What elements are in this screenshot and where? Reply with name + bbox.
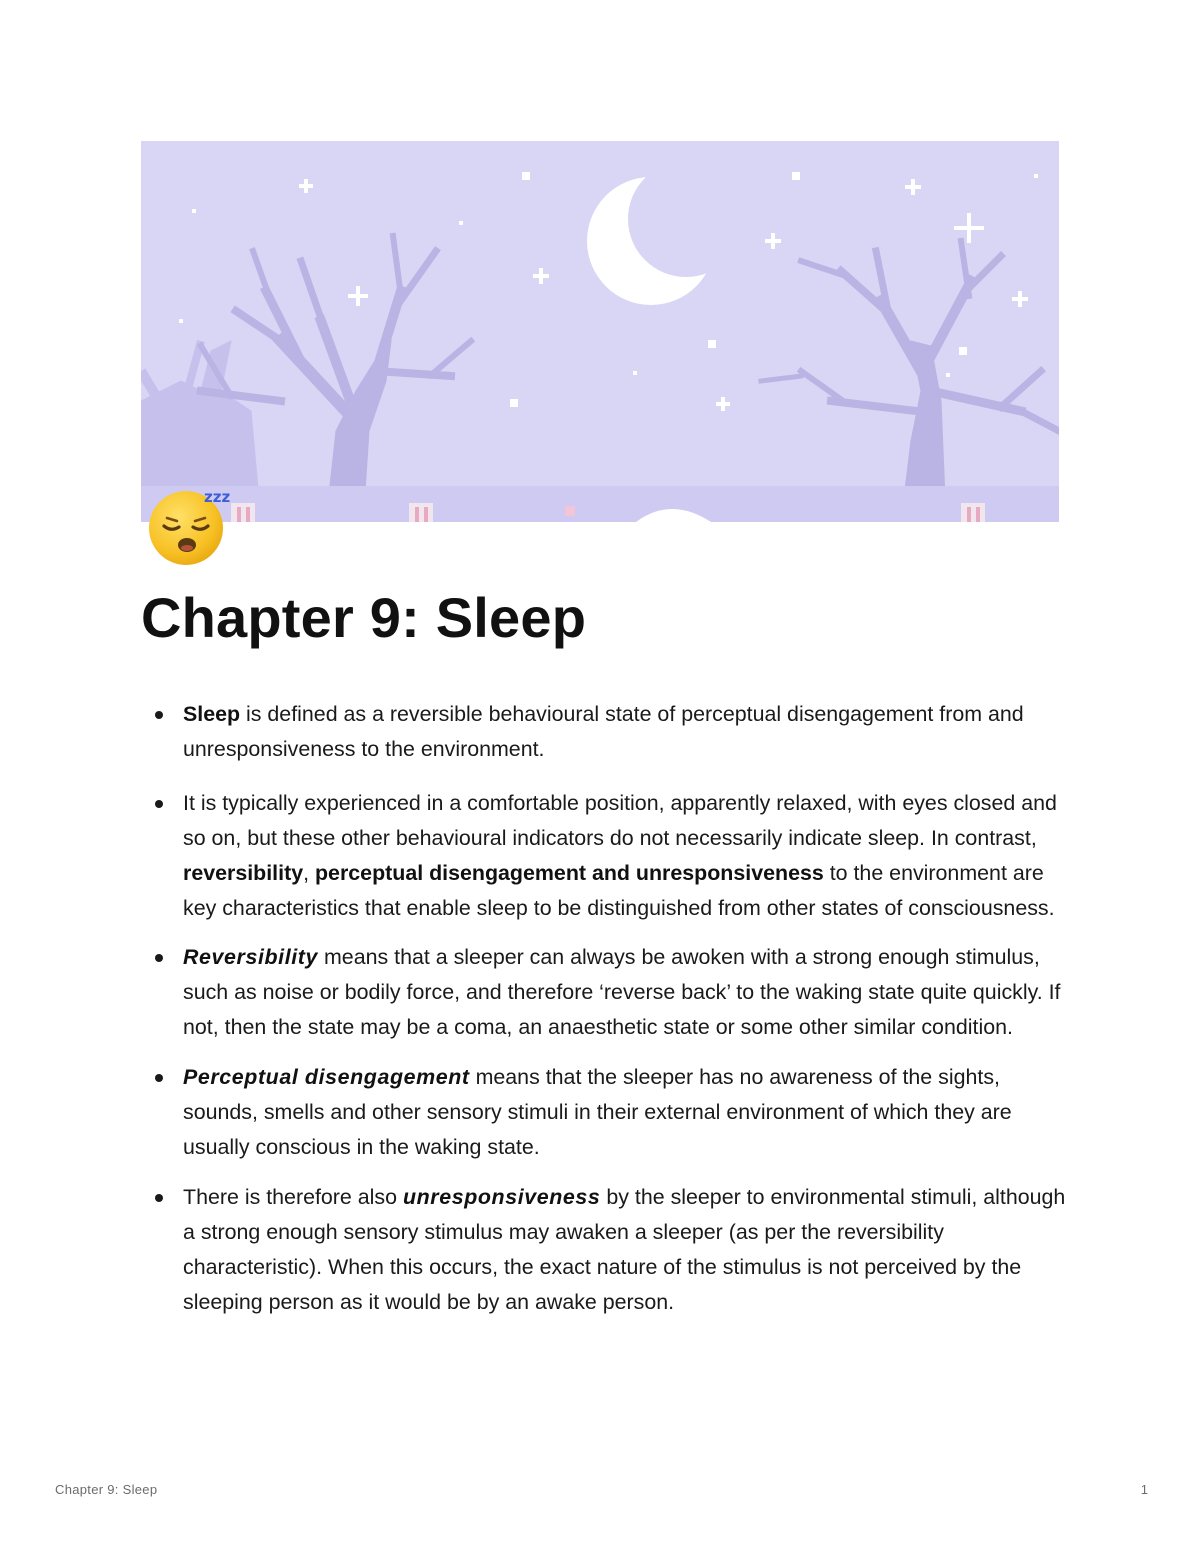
- list-item: Perceptual disengagement means that the sleeper has no awareness of the sights, sounds, smells and other sensory stimuli in their external environment of which they are usually conscious in the waking state.: [141, 1060, 1066, 1166]
- page-title: Chapter 9: Sleep: [141, 586, 587, 649]
- cover-image: [141, 141, 1059, 522]
- bullet-dot: [155, 711, 163, 719]
- bullet-dot: [155, 1194, 163, 1202]
- list-item: There is therefore also unresponsiveness by the sleeper to environmental stimuli, although a strong enough sensory stimulus may awaken a sleeper (as per the reversibility characteristic). When this occurs, the exact nature of the stimulus is not perceived by the sleeping person as it would be by an awake person.: [141, 1180, 1066, 1321]
- bullet-dot: [155, 800, 163, 808]
- bullet-dot: [155, 1074, 163, 1082]
- svg-text:zzz: zzz: [204, 488, 231, 506]
- bullet-dot: [155, 954, 163, 962]
- sleeping-face-emoji-icon: [146, 484, 234, 566]
- list-item: Sleep is defined as a reversible behavioural state of perceptual disengagement from and unresponsiveness to the environment.: [141, 697, 1066, 768]
- list-item: Reversibility means that a sleeper can always be awoken with a strong enough stimulus, such as noise or bodily force, and therefore ‘reverse back’ to the waking state quite quickly. If not, then the state may be a coma, an anaesthetic state or some other similar condition.: [141, 940, 1066, 1046]
- footer-title: Chapter 9: Sleep: [55, 1482, 158, 1497]
- footer-page-number: 1: [1140, 1482, 1148, 1497]
- list-item: It is typically experienced in a comfortable position, apparently relaxed, with eyes closed and so on, but these other behavioural indicators do not necessarily indicate sleep. In contrast, reversibility, perceptual disengagement and unresponsiveness to the environment are key characteristics that enable sleep to be distinguished from other states of consciousness.: [141, 786, 1066, 927]
- zzz-icon: [204, 488, 230, 506]
- bullet-list: [141, 697, 1066, 1321]
- night-sky-cover-illustration: [141, 141, 1059, 522]
- page-icon: [146, 484, 234, 566]
